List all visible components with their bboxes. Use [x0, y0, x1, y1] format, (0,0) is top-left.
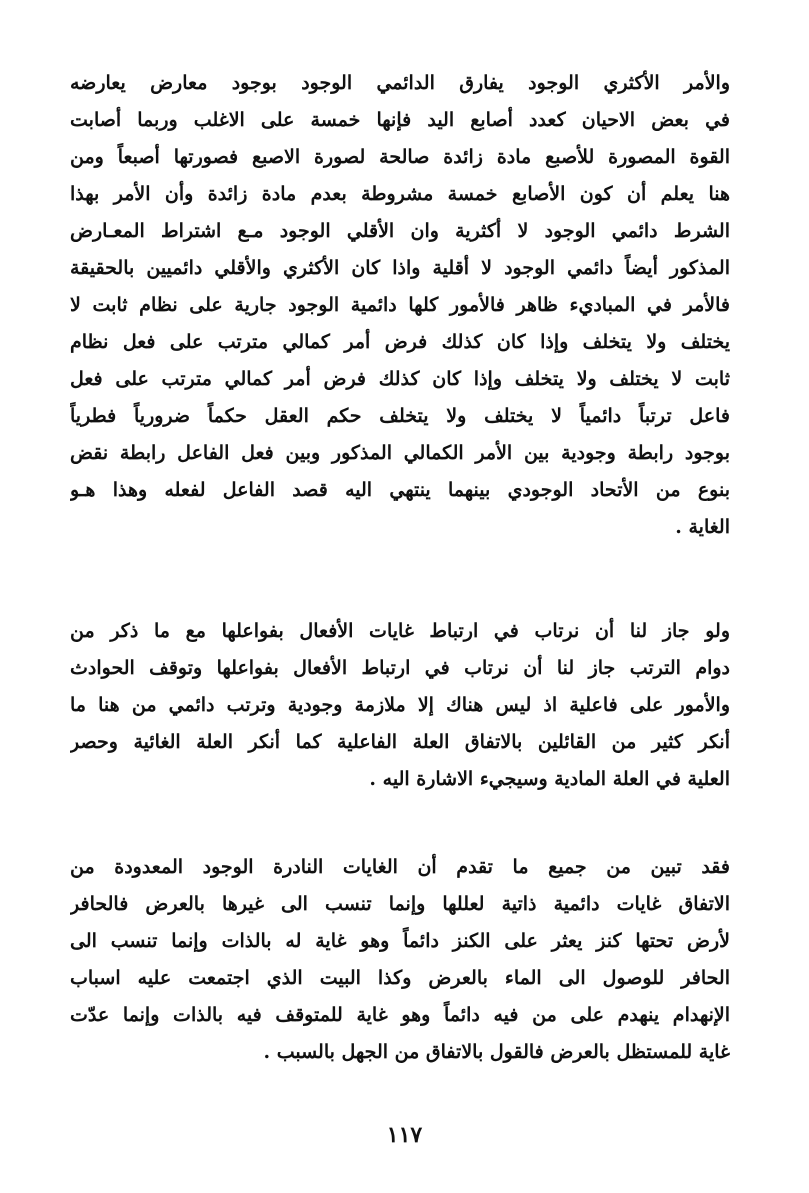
text-line: والأمور على فاعلية اذ ليس هناك إلا ملازمة وجودية وترتب دائمي من هنا ما: [70, 694, 730, 716]
text-line: المذكور أيضاً دائمي الوجود لا أقلية واذا كان الأكثري والأقلي دائميين بالحقيقة: [70, 257, 730, 279]
text-line: الإنهدام ينهدم على من فيه دائماً وهو غاية للمتوقف فيه بالذات وإنما عدّت: [70, 1004, 730, 1026]
text-line: أنكر كثير من القائلين بالاتفاق العلة الفاعلية كما أنكر العلة الغائية وحصر: [70, 731, 730, 753]
text-line: في بعض الاحيان كعدد أصابع اليد فإنها خمسة على الاغلب وربما أصابت: [70, 109, 730, 131]
text-line: بنوع من الأتحاد الوجودي بينهما ينتهي اليه قصد الفاعل لفعله وهذا هـو: [70, 479, 730, 501]
text-line: فاعل ترتباً دائمياً لا يختلف ولا يتخلف حكم العقل حكماً ضرورياً فطرياً: [70, 405, 730, 427]
page-number: ١١٧: [386, 1122, 423, 1148]
text-line: الاتفاق غايات دائمية ذاتية لعللها وإنما تنسب الى غيرها بالعرض فالحافر: [70, 893, 730, 915]
text-line: لأرض تحتها كنز يعثر على الكنز دائماً وهو غاية له بالذات وإنما تنسب الى: [70, 930, 730, 952]
text-line: غاية للمستظل بالعرض فالقول بالاتفاق من الجهل بالسبب .: [263, 1041, 730, 1063]
paragraph-1: [70, 65, 730, 546]
text-line: ولو جاز لنا أن نرتاب في ارتباط غايات الأفعال بفواعلها مع ما ذكر من: [70, 620, 730, 642]
text-line: الغاية .: [675, 516, 730, 538]
text-line: الشرط دائمي الوجود لا أكثرية وان الأقلي الوجود مـع اشتراط المعـارض: [70, 220, 730, 242]
paragraph-3: [70, 849, 730, 1071]
text-line: فقد تبين من جميع ما تقدم أن الغايات النادرة الوجود المعدودة من: [70, 856, 730, 878]
text-line: هنا يعلم أن كون الأصابع خمسة مشروطة بعدم مادة زائدة وأن الأمر بهذا: [70, 183, 730, 205]
text-line: بوجود رابطة وجودية بين الأمر الكمالي المذكور وبين فعل الفاعل رابطة نقض: [70, 442, 730, 464]
text-line: فالأمر في المباديء ظاهر فالأمور كلها دائمية الوجود جارية على نظام ثابت لا: [70, 294, 730, 316]
paragraph-2: [70, 613, 730, 798]
text-line: القوة المصورة للأصبع مادة زائدة صالحة لصورة الاصبع فصورتها أصبعاً ومن: [70, 146, 730, 168]
text-line: ثابت لا يختلف ولا يتخلف وإذا كان كذلك فرض أمر كمالي مترتب على فعل: [70, 368, 730, 390]
text-line: يختلف ولا يتخلف وإذا كان كذلك فرض أمر كمالي مترتب على فعل نظام: [70, 331, 730, 353]
text-line: العلية في العلة المادية وسيجيء الاشارة اليه .: [369, 768, 730, 790]
text-line: والأمر الأكثري الوجود يفارق الدائمي الوجود بوجود معارض يعارضه: [70, 72, 730, 94]
text-line: الحافر للوصول الى الماء بالعرض وكذا البيت الذي اجتمعت عليه اسباب: [70, 967, 730, 989]
text-line: دوام الترتب جاز لنا أن نرتاب في ارتباط الأفعال بفواعلها وتوقف الحوادث: [70, 657, 730, 679]
